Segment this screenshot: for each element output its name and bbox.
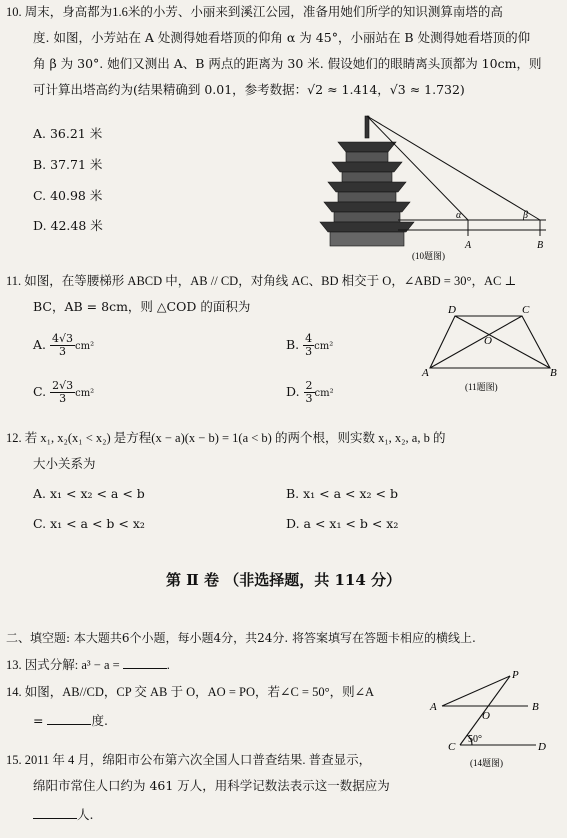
q13-text-after: . [166,658,170,672]
q14-point-c-label: C [448,741,456,753]
q14-angle-label: 50° [468,734,482,745]
q10-option-b: B. 37.71 米 [33,157,103,172]
q12-line1: 12. 若 x₁, x₂(x₁ < x₂) 是方程(x − a)(x − b) = 1(a < b) 的两个根，则实数 x₁, x₂, a, b 的 [6,431,446,445]
q12-option-c: C. x₁ < a < b < x₂ [33,516,145,531]
q10-point-a-label: A [465,240,472,251]
q11-option-c-den: 3 [59,392,67,405]
q12-option-d: D. a < x₁ < b < x₂ [286,516,399,531]
q14-answer-blank [47,712,91,725]
q10-alpha-label: α [456,210,462,221]
q11-option-b [286,333,333,358]
q15-unit: 人. [77,807,94,822]
q11-option-c-unit: cm² [75,388,95,399]
q14-line2 [33,712,108,729]
q11-option-b-num: 4 [305,332,313,345]
q10-option-d: D. 42.48 米 [33,218,103,233]
q10-line1: 10. 周末，身高都为1.6米的小芳、小丽来到溪江公园，准备用她们所学的知识测算南塔的高 [6,5,503,19]
q14-point-o-label: O [482,710,490,722]
q12-line2: 大小关系为 [33,456,96,471]
q14-equals: = [33,713,44,728]
q14-unit: 度. [91,713,108,728]
q13-text: 13. 因式分解: a³ − a = [6,658,120,672]
q14-line1: 14. 如图，AB//CD，CP 交 AB 于 O，AO = PO，若∠C = 50°，则∠A [6,685,375,699]
section-title: 第 Ⅱ 卷 （非选择题，共 114 分） [165,571,402,589]
q11-line2: BC，AB = 8cm，则 △COD 的面积为 [33,299,251,314]
q11-option-c-num: 2√3 [52,379,74,392]
q10-point-b-label: B [537,240,544,251]
q11-line1: 11. 如图，在等腰梯形 ABCD 中，AB // CD，对角线 AC、BD 相交于 O，∠ABD = 30°，AC ⊥ [6,274,517,288]
q10-line3: 角 β 为 30°. 她们又测出 A、B 两点的距离为 30 米. 假设她们的眼睛离头顶都为 10cm，则 [33,56,542,71]
q13-question [6,656,170,673]
q11-option-d-label: D. [286,384,300,399]
q11-point-o-label: O [484,335,492,347]
q11-trapezoid-figure [420,302,560,394]
q11-option-a-unit: cm² [75,341,95,352]
q11-option-b-unit: cm² [314,341,334,352]
q10-beta-label: β [523,210,528,221]
q12-option-b: B. x₁ < a < x₂ < b [286,486,398,501]
q11-option-d [286,380,334,405]
q10-line4: 可计算出塔高约为(结果精确到 0.01，参考数据：√2 ≈ 1.414，√3 ≈ 1.732) [33,82,465,97]
q11-option-c [33,380,94,405]
q14-figure [428,668,560,772]
q11-option-b-label: B. [286,337,300,352]
q14-point-b-label: B [532,701,539,713]
q11-option-b-den: 3 [305,345,313,358]
q14-point-p-label: P [512,669,519,681]
q11-point-c-label: C [522,304,530,316]
q15-line2: 绵阳市常住人口约为 461 万人，用科学记数法表示这一数据应为 [33,778,390,793]
q10-figure-caption: (10题图) [412,251,445,261]
q11-figure-caption: (11题图) [465,382,498,392]
q15-line1: 15. 2011 年 4 月，绵阳市公布第六次全国人口普查结果. 普查显示， [6,753,372,767]
q10-option-c: C. 40.98 米 [33,188,103,203]
q11-option-a-num: 4√3 [52,332,74,345]
q11-point-b-label: B [550,367,557,379]
q15-answer-blank [33,806,77,819]
q13-answer-blank [123,656,167,669]
fill-in-instructions: 二、填空题: 本大题共6个小题，每小题4分，共24分. 将答案填写在答题卡相应的横线上. [6,631,476,645]
q11-point-d-label: D [448,304,456,316]
q10-pagoda-figure [318,112,558,262]
q10-line2: 度. 如图，小芳站在 A 处测得她看塔顶的仰角 α 为 45°，小丽站在 B 处测得她看塔顶的仰 [33,30,531,45]
q14-figure-caption: (14题图) [470,758,503,768]
q10-option-a: A. 36.21 米 [33,126,103,141]
q14-point-a-label: A [430,701,437,713]
q11-option-a [33,333,94,358]
q11-point-a-label: A [422,367,429,379]
q11-option-a-label: A. [33,337,47,352]
q11-option-d-num: 2 [305,379,313,392]
q12-option-a: A. x₁ < x₂ < a < b [33,486,145,501]
q11-option-c-label: C. [33,384,47,399]
q11-option-d-den: 3 [305,392,313,405]
q14-point-d-label: D [538,741,546,753]
q15-line3 [33,806,93,823]
q11-option-d-unit: cm² [314,388,334,399]
q11-option-a-den: 3 [59,345,66,358]
